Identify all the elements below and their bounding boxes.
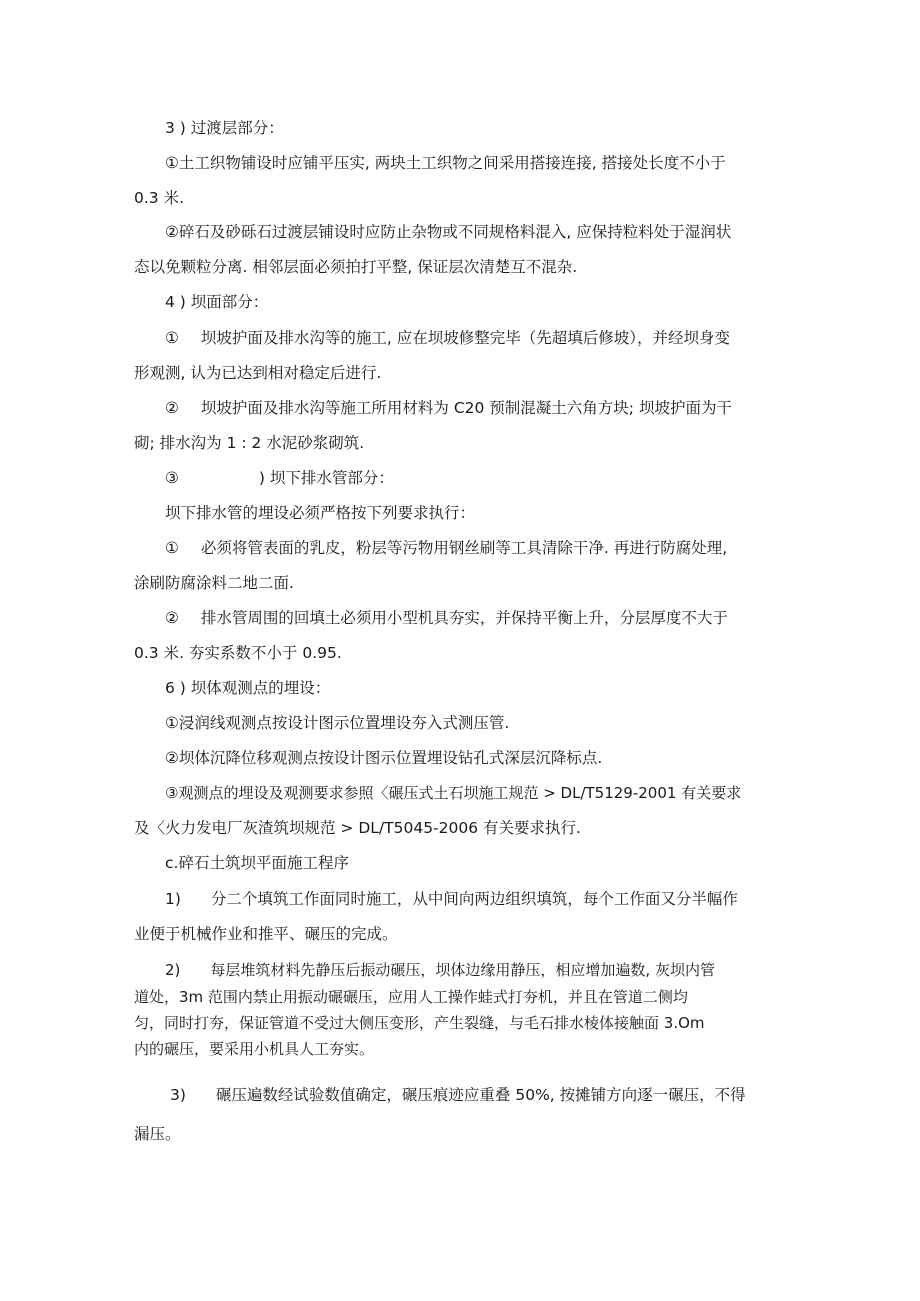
- section-5-item-1-line-1: [165, 538, 727, 558]
- section-5-intro: 坝下排水管的埋设必须严格按下列要求执行：: [165, 504, 476, 522]
- section-5-marker: ③: [165, 469, 179, 487]
- section-5-heading: [165, 468, 394, 488]
- section-c-item-1-line-2: 业便于机械作业和推平、碾压的完成。: [134, 925, 398, 943]
- section-4-item-2-marker: ②: [165, 399, 179, 417]
- section-4-heading: 4 ) 坝面部分：: [165, 293, 269, 311]
- section-6-item-3-line-1: ③观测点的埋设及观测要求参照〈碾压式土石坝施工规范 > DL/T5129-2001 有关要求: [165, 784, 742, 802]
- section-6-item-2: ②坝体沉降位移观测点按设计图示位置埋设钻孔式深层沉降标点.: [165, 749, 603, 767]
- section-3-item-2-line-2: 态以免颗粒分离. 相邻层面必须拍打平整, 保证层次清楚互不混杂.: [134, 258, 578, 276]
- section-4-item-1-marker: ①: [165, 329, 179, 347]
- section-3-item-1-line-2: 0.3 米.: [134, 189, 185, 207]
- section-c-item-2-marker: 2): [165, 961, 181, 979]
- section-c-item-3-line-2: 漏压。: [134, 1125, 181, 1143]
- section-4-item-2-line-1: [165, 398, 732, 418]
- section-c-item-2-text: 每层堆筑材料先静压后振动碾压，坝体边缘用静压，相应增加遍数, 灰坝内管: [210, 961, 715, 979]
- section-3-item-2-line-1: ②碎石及砂砾石过渡层铺设时应防止杂物或不同规格料混入, 应保持粒料处于湿润状: [165, 223, 732, 241]
- section-4-item-2-line-2: 砌; 排水沟为 1 : 2 水泥砂浆砌筑.: [134, 434, 365, 452]
- section-6-item-3-line-2: 及〈火力发电厂灰渣筑坝规范 > DL/T5045-2006 有关要求执行.: [134, 819, 581, 837]
- section-c-item-1-marker: 1): [165, 890, 181, 908]
- section-5-item-2-line-2: 0.3 米. 夯实系数不小于 0.95.: [134, 644, 342, 662]
- section-c-item-3-marker: 3): [170, 1086, 186, 1104]
- section-4-item-1-line-2: 形观测, 认为已达到相对稳定后进行.: [134, 364, 382, 382]
- section-4-item-1-text: 坝坡护面及排水沟等的施工, 应在坝坡修整完毕（先超填后修坡），并经坝身变: [200, 329, 731, 347]
- section-c-item-1-text: 分二个填筑工作面同时施工，从中间向两边组织填筑，每个工作面又分半幅作: [210, 890, 738, 908]
- section-c-item-2-line-1: [165, 960, 715, 980]
- section-5-item-1-text: 必须将管表面的乳皮，粉层等污物用钢丝刷等工具清除干净. 再进行防腐处理,: [200, 539, 728, 557]
- section-c-item-3-text: 碾压遍数经试验数值确定，碾压痕迹应重叠 50%, 按摊铺方向逐一碾压，不得: [215, 1086, 746, 1104]
- section-3-item-1-line-1: ①土工织物铺设时应铺平压实, 两块土工织物之间采用搭接连接, 搭接处长度不小于: [165, 154, 726, 172]
- section-5-item-2-marker: ②: [165, 609, 179, 627]
- section-c-item-2-line-2: 道处，3m 范围内禁止用振动碾碾压，应用人工操作蛙式打夯机，并且在管道二侧均: [134, 988, 688, 1006]
- section-5-item-1-marker: ①: [165, 539, 179, 557]
- section-5-item-2-text: 排水管周围的回填土必须用小型机具夯实，并保持平衡上升，分层厚度不大于: [200, 609, 728, 627]
- section-6-item-1: ①浸润线观测点按设计图示位置埋设夯入式测压管.: [165, 714, 510, 732]
- section-3-heading: 3 ) 过渡层部分：: [165, 119, 284, 137]
- section-5-item-2-line-1: [165, 608, 728, 628]
- section-c-item-2-line-3: 匀，同时打夯，保证管道不受过大侧压变形，产生裂缝，与毛石排水棱体接触面 3.Om: [134, 1014, 705, 1032]
- section-5-heading-text: ) 坝下排水管部分：: [258, 469, 394, 487]
- section-4-item-2-text: 坝坡护面及排水沟等施工所用材料为 C20 预制混凝土六角方块; 坝坡护面为干: [200, 399, 732, 417]
- section-5-item-1-line-2: 涂刷防腐涂料二地二面.: [134, 574, 294, 592]
- section-c-item-3-line-1: [170, 1085, 746, 1105]
- section-4-item-1-line-1: [165, 328, 730, 348]
- section-c-heading: c.碎石土筑坝平面施工程序: [165, 854, 349, 872]
- section-6-heading: 6 ) 坝体观测点的埋设：: [165, 679, 331, 697]
- section-c-item-2-line-4: 内的碾压，要采用小机具人工夯实。: [134, 1040, 375, 1058]
- section-c-item-1-line-1: [165, 889, 738, 909]
